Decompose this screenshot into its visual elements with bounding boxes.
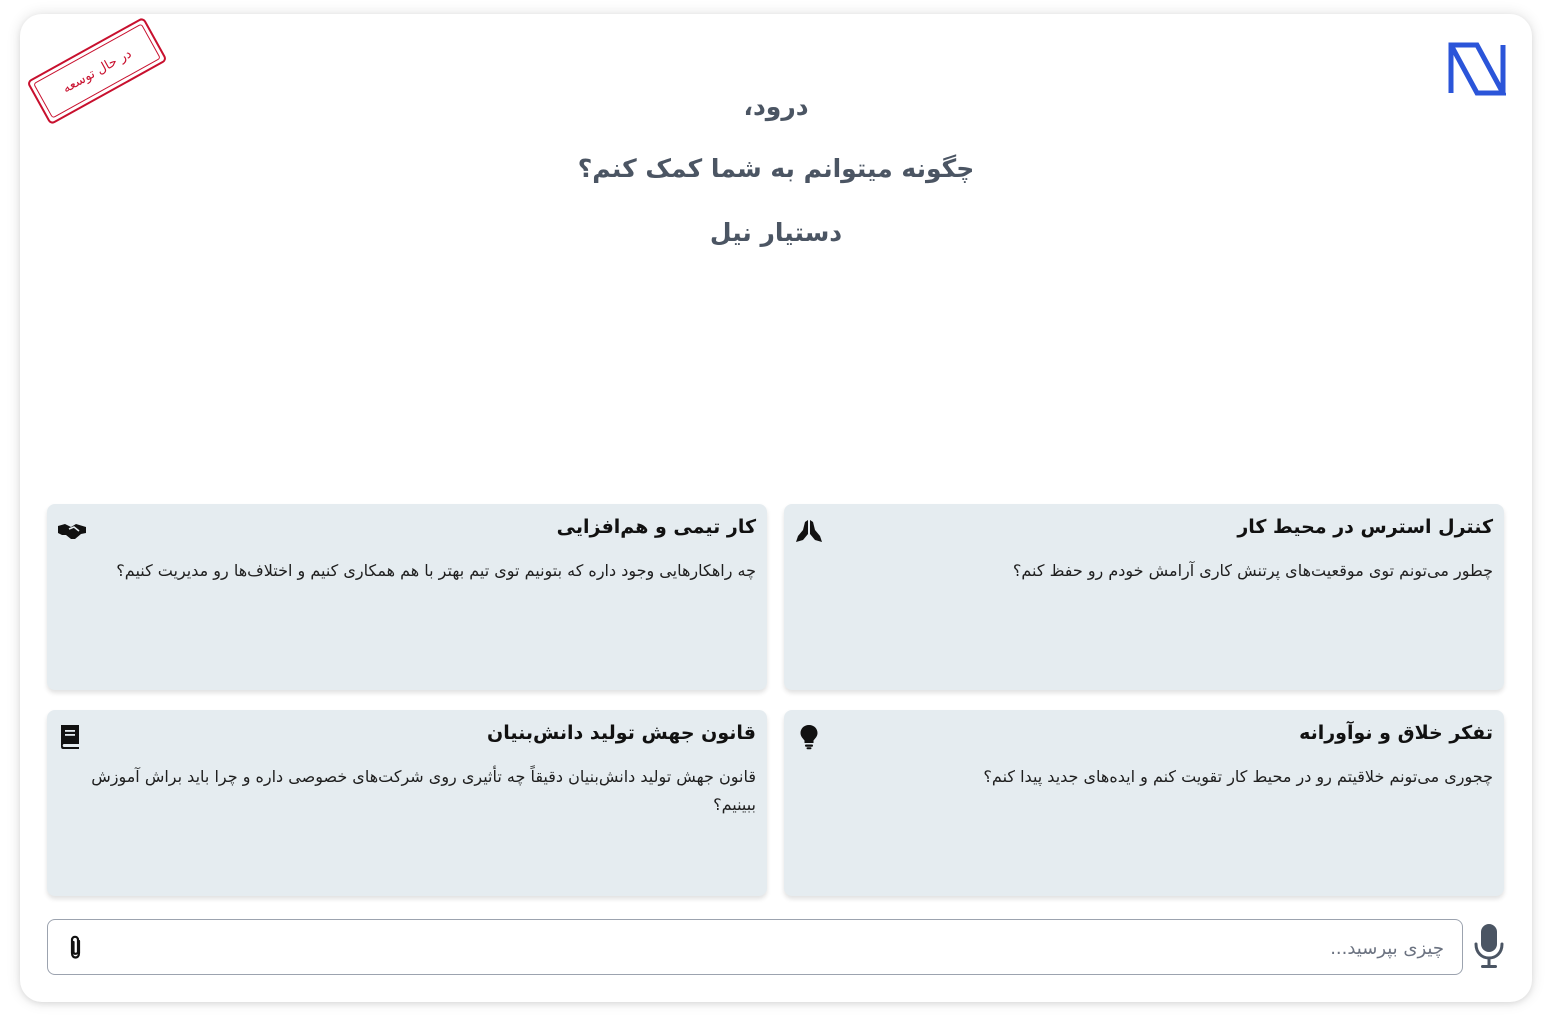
chat-input[interactable] [142,928,1446,968]
greeting-question: چگونه میتوانم به شما کمک کنم؟ [577,154,975,183]
neil-logo-icon [1448,42,1506,96]
suggestion-text: چطور می‌تونم توی موقعیت‌های پرتنش کاری آرامش خودم رو حفظ کنم؟ [1012,561,1493,580]
suggestion-text: قانون جهش تولید دانش‌بنیان دقیقاً چه تأثیری روی شرکت‌های خصوصی داره و چرا باید براش آموزش ببینیم؟ [91,767,756,814]
suggestion-card-creativity[interactable] [784,710,1504,896]
greeting-hello: درود، [743,92,809,121]
praying-hands-icon [794,518,824,544]
suggestion-title: کنترل استرس در محیط کار [1237,516,1493,538]
suggestion-text: چجوری می‌تونم خلاقیتم رو در محیط کار تقویت کنم و ایده‌های جدید پیدا کنم؟ [983,767,1493,786]
paperclip-icon[interactable] [64,934,88,962]
app-window [20,14,1532,1002]
handshake-icon [57,518,87,544]
suggestion-card-knowledge-law[interactable] [47,710,767,896]
suggestion-title: قانون جهش تولید دانش‌بنیان [487,722,756,744]
lightbulb-icon [794,724,824,750]
assistant-name: دستیار نیل [709,218,843,247]
chat-composer [47,919,1463,975]
suggestion-title: کار تیمی و هم‌افزایی [556,516,756,538]
suggestion-text: چه راهکارهایی وجود داره که بتونیم توی تیم بهتر با هم همکاری کنیم و اختلاف‌ها رو مدیریت کنیم؟ [116,561,756,580]
microphone-icon[interactable] [1472,922,1506,970]
suggestion-card-stress[interactable] [784,504,1504,690]
suggestion-title: تفکر خلاق و نوآورانه [1299,722,1493,744]
suggestion-card-teamwork[interactable] [47,504,767,690]
book-icon [57,724,87,750]
stamp-label: در حال توسعه [33,23,161,118]
